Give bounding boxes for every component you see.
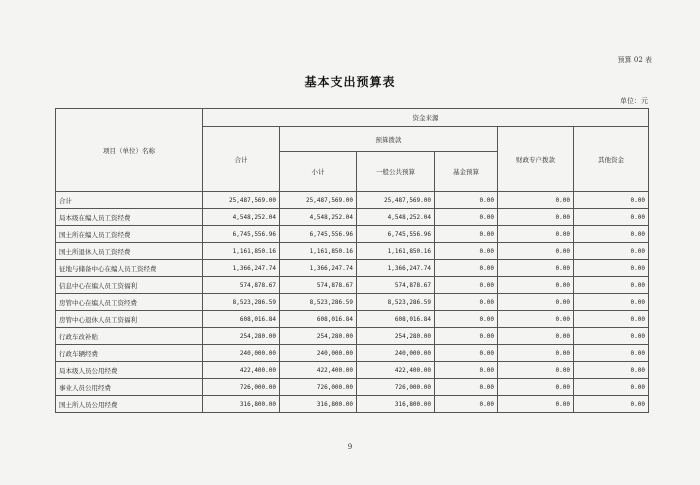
header-fund-budget: 基金预算 [435, 152, 498, 192]
row-fund-budget: 0.00 [435, 192, 498, 209]
row-total: 726,000.00 [203, 379, 280, 396]
row-fiscal-special: 0.00 [498, 311, 574, 328]
row-general-public-budget: 726,000.00 [357, 379, 435, 396]
row-fiscal-special: 0.00 [498, 379, 574, 396]
row-other-funds: 0.00 [574, 311, 649, 328]
row-general-public-budget: 608,016.84 [357, 311, 435, 328]
row-subtotal: 574,878.67 [280, 277, 357, 294]
row-name: 国土所退休人员工资经费 [56, 243, 203, 260]
row-total: 608,016.84 [203, 311, 280, 328]
row-fund-budget: 0.00 [435, 396, 498, 413]
row-total: 8,523,286.59 [203, 294, 280, 311]
row-total: 4,548,252.04 [203, 209, 280, 226]
page-number: 9 [347, 443, 353, 451]
row-name: 局本级在编人员工资经费 [56, 209, 203, 226]
row-other-funds: 0.00 [574, 328, 649, 345]
table-row [56, 328, 649, 345]
table-row [56, 379, 649, 396]
row-subtotal: 8,523,286.59 [280, 294, 357, 311]
header-subtotal: 小计 [280, 152, 357, 192]
row-fiscal-special: 0.00 [498, 192, 574, 209]
row-subtotal: 6,745,556.96 [280, 226, 357, 243]
row-name: 局本级人员公用经费 [56, 362, 203, 379]
row-name: 合计 [56, 192, 203, 209]
table-row [56, 260, 649, 277]
table-row [56, 226, 649, 243]
row-general-public-budget: 316,800.00 [357, 396, 435, 413]
row-fiscal-special: 0.00 [498, 226, 574, 243]
row-fiscal-special: 0.00 [498, 243, 574, 260]
row-subtotal: 254,280.00 [280, 328, 357, 345]
form-number: 预算 02 表 [617, 56, 652, 64]
row-total: 254,280.00 [203, 328, 280, 345]
row-other-funds: 0.00 [574, 345, 649, 362]
row-other-funds: 0.00 [574, 226, 649, 243]
row-general-public-budget: 4,548,252.04 [357, 209, 435, 226]
row-fiscal-special: 0.00 [498, 209, 574, 226]
row-fund-budget: 0.00 [435, 379, 498, 396]
row-other-funds: 0.00 [574, 243, 649, 260]
budget-table [55, 108, 649, 413]
row-total: 574,878.67 [203, 277, 280, 294]
header-item-name: 项目（单位）名称 [56, 109, 203, 192]
row-subtotal: 608,016.84 [280, 311, 357, 328]
table-row [56, 294, 649, 311]
row-fiscal-special: 0.00 [498, 294, 574, 311]
row-fund-budget: 0.00 [435, 209, 498, 226]
row-name: 征地与储备中心在编人员工资经费 [56, 260, 203, 277]
row-fiscal-special: 0.00 [498, 396, 574, 413]
row-subtotal: 240,000.00 [280, 345, 357, 362]
row-total: 240,000.00 [203, 345, 280, 362]
header-general-public-budget: 一般公共预算 [357, 152, 435, 192]
row-other-funds: 0.00 [574, 192, 649, 209]
row-subtotal: 25,487,569.00 [280, 192, 357, 209]
row-other-funds: 0.00 [574, 277, 649, 294]
row-subtotal: 726,000.00 [280, 379, 357, 396]
row-subtotal: 4,548,252.04 [280, 209, 357, 226]
row-other-funds: 0.00 [574, 362, 649, 379]
row-general-public-budget: 1,366,247.74 [357, 260, 435, 277]
row-subtotal: 1,161,850.16 [280, 243, 357, 260]
header-budget-allocation: 预算拨款 [280, 127, 498, 152]
row-fund-budget: 0.00 [435, 226, 498, 243]
row-name: 国土所人员公用经费 [56, 396, 203, 413]
row-other-funds: 0.00 [574, 209, 649, 226]
row-general-public-budget: 240,000.00 [357, 345, 435, 362]
row-other-funds: 0.00 [574, 294, 649, 311]
table-row [56, 345, 649, 362]
row-general-public-budget: 422,400.00 [357, 362, 435, 379]
row-name: 行政车改补贴 [56, 328, 203, 345]
row-total: 6,745,556.96 [203, 226, 280, 243]
page-title: 基本支出预算表 [304, 75, 396, 89]
table-row [56, 396, 649, 413]
row-fund-budget: 0.00 [435, 328, 498, 345]
row-total: 1,161,850.16 [203, 243, 280, 260]
row-name: 事业人员公用经费 [56, 379, 203, 396]
row-fiscal-special: 0.00 [498, 277, 574, 294]
table-row [56, 192, 649, 209]
row-general-public-budget: 25,487,569.00 [357, 192, 435, 209]
row-total: 316,800.00 [203, 396, 280, 413]
header-funding-source: 资金来源 [203, 109, 649, 127]
header-fiscal-special: 财政专户拨款 [498, 127, 574, 192]
row-name: 行政车辆经费 [56, 345, 203, 362]
row-general-public-budget: 254,280.00 [357, 328, 435, 345]
row-fund-budget: 0.00 [435, 311, 498, 328]
row-fund-budget: 0.00 [435, 362, 498, 379]
row-fiscal-special: 0.00 [498, 328, 574, 345]
row-other-funds: 0.00 [574, 396, 649, 413]
row-subtotal: 1,366,247.74 [280, 260, 357, 277]
row-fiscal-special: 0.00 [498, 345, 574, 362]
table-row [56, 209, 649, 226]
row-other-funds: 0.00 [574, 260, 649, 277]
row-fiscal-special: 0.00 [498, 260, 574, 277]
row-fund-budget: 0.00 [435, 345, 498, 362]
table-row [56, 362, 649, 379]
table-row [56, 243, 649, 260]
row-total: 1,366,247.74 [203, 260, 280, 277]
row-general-public-budget: 574,878.67 [357, 277, 435, 294]
unit-label: 单位：元 [620, 97, 648, 105]
row-name: 信息中心在编人员工资福利 [56, 277, 203, 294]
table-row [56, 277, 649, 294]
row-total: 422,400.00 [203, 362, 280, 379]
header-total: 合计 [203, 127, 280, 192]
row-name: 房管中心退休人员工资福利 [56, 311, 203, 328]
row-fiscal-special: 0.00 [498, 362, 574, 379]
row-fund-budget: 0.00 [435, 277, 498, 294]
row-subtotal: 422,400.00 [280, 362, 357, 379]
row-fund-budget: 0.00 [435, 260, 498, 277]
row-total: 25,487,569.00 [203, 192, 280, 209]
header-other-funds: 其他资金 [574, 127, 649, 192]
row-fund-budget: 0.00 [435, 243, 498, 260]
row-general-public-budget: 1,161,850.16 [357, 243, 435, 260]
row-other-funds: 0.00 [574, 379, 649, 396]
row-name: 房管中心在编人员工资经费 [56, 294, 203, 311]
table-row [56, 311, 649, 328]
row-name: 国土所在编人员工资经费 [56, 226, 203, 243]
row-subtotal: 316,800.00 [280, 396, 357, 413]
row-fund-budget: 0.00 [435, 294, 498, 311]
row-general-public-budget: 8,523,286.59 [357, 294, 435, 311]
row-general-public-budget: 6,745,556.96 [357, 226, 435, 243]
